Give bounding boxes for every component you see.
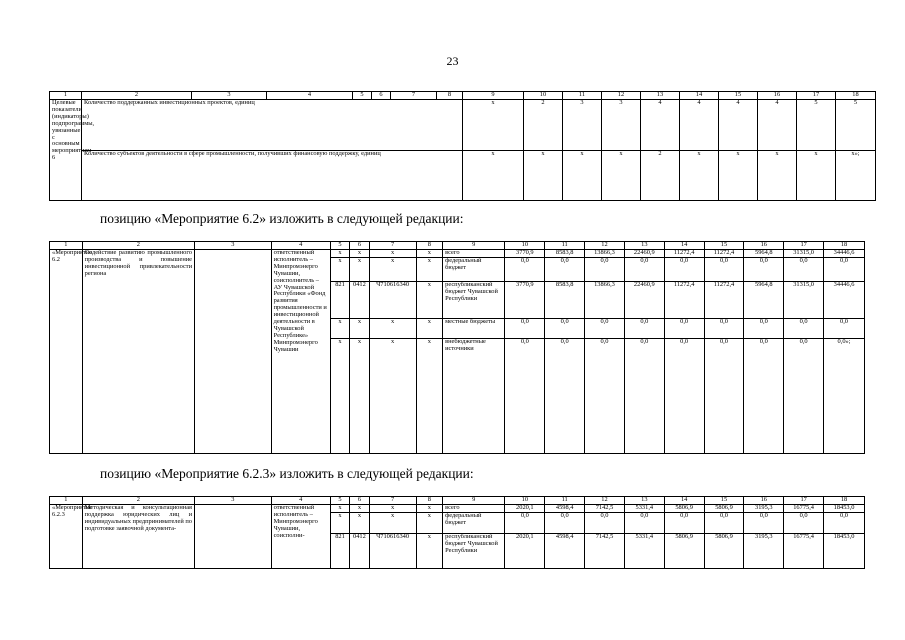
table-row — [50, 100, 876, 151]
value-cell: 11272,4 — [664, 281, 704, 318]
value-cell: 5806,9 — [664, 505, 704, 513]
column-number-cell: 14 — [664, 497, 704, 505]
section-heading: позицию «Мероприятие 6.2» изложить в следующей редакции: — [100, 211, 464, 226]
code-cell: x — [330, 512, 349, 533]
value-cell: 7142,5 — [585, 533, 625, 568]
value-cell: 0,0 — [784, 512, 824, 533]
value-cell: 0,0 — [744, 318, 784, 338]
value-cell: 0,0 — [664, 257, 704, 281]
group-label-cell: Целевые показатели (индикаторы) подпрограммы, увязанные с основным мероприятием 6 — [50, 100, 82, 201]
code-cell: Ч710616340 — [369, 281, 416, 318]
value-cell: 0,0 — [585, 338, 625, 453]
column-number-cell: 11 — [545, 242, 585, 250]
code-cell: x — [416, 250, 443, 258]
column-number-cell: 3 — [195, 242, 272, 250]
code-cell: x — [416, 533, 443, 568]
funding-source-cell: федеральный бюджет — [443, 257, 505, 281]
value-cell: 0,0 — [784, 338, 824, 453]
empty-cell — [195, 250, 272, 454]
code-cell: 821 — [330, 533, 349, 568]
value-cell: x — [680, 150, 719, 201]
value-cell: 34446,6 — [824, 281, 865, 318]
value-cell: 5964,8 — [744, 250, 784, 258]
code-cell: x — [350, 318, 369, 338]
code-cell: 0412 — [350, 281, 369, 318]
code-cell: x — [350, 512, 369, 533]
value-cell: 13866,3 — [585, 281, 625, 318]
value-cell: 0,0 — [505, 318, 545, 338]
column-number-cell: 17 — [784, 497, 824, 505]
value-cell: 0,0 — [704, 338, 744, 453]
measure-name-cell: Методическая и консультационная поддержка юридических лиц и индивидуальных предпринимателей по подготовке заявочной документа- — [82, 505, 194, 569]
code-cell: 0412 — [350, 533, 369, 568]
code-cell: x — [330, 338, 349, 453]
value-cell: 3195,3 — [744, 505, 784, 513]
measure-6-2-table — [49, 241, 865, 454]
executors-cell: ответственный исполнитель – Минпромэнерго Чувашии, соисполни- — [271, 505, 330, 569]
value-cell: 0,0 — [744, 338, 784, 453]
column-number-cell: 13 — [624, 497, 664, 505]
value-cell: 34446,6 — [824, 250, 865, 258]
value-cell: 22460,9 — [624, 281, 664, 318]
column-number-cell: 11 — [545, 497, 585, 505]
value-cell: x — [463, 150, 524, 201]
funding-source-cell: федеральный бюджет — [443, 512, 505, 533]
value-cell: 0,0 — [744, 257, 784, 281]
value-cell: 0,0 — [585, 318, 625, 338]
code-cell: x — [416, 338, 443, 453]
value-cell: 8583,8 — [545, 250, 585, 258]
column-number-cell: 13 — [641, 92, 680, 100]
column-number-cell: 2 — [82, 497, 194, 505]
value-cell: 5806,9 — [664, 533, 704, 568]
value-cell: 0,0 — [624, 512, 664, 533]
code-cell: x — [330, 257, 349, 281]
code-cell: x — [369, 257, 416, 281]
code-cell: x — [350, 257, 369, 281]
value-cell: 22460,9 — [624, 250, 664, 258]
column-number-cell: 4 — [271, 497, 330, 505]
indicator-name-cell: Количество поддержанных инвестиционных проектов, единиц — [82, 100, 463, 151]
column-number-cell: 7 — [369, 497, 416, 505]
code-cell: x — [416, 281, 443, 318]
value-cell: 11272,4 — [704, 281, 744, 318]
column-number-cell: 5 — [330, 497, 349, 505]
column-number-cell: 12 — [602, 92, 641, 100]
column-number-cell: 15 — [704, 242, 744, 250]
value-cell: 0,0 — [585, 512, 625, 533]
value-cell: 0,0 — [744, 512, 784, 533]
section-heading: позицию «Мероприятие 6.2.3» изложить в следующей редакции: — [100, 466, 474, 481]
code-cell: x — [369, 338, 416, 453]
value-cell: 0,0 — [824, 318, 865, 338]
value-cell: 7142,5 — [585, 505, 625, 513]
value-cell: 3 — [563, 100, 602, 151]
value-cell: 0,0 — [784, 257, 824, 281]
value-cell: 3770,9 — [505, 281, 545, 318]
column-number-cell: 17 — [784, 242, 824, 250]
indicator-name-cell: Количество субъектов деятельности в сфере промышленности, получивших финансовую поддержку, единиц — [82, 150, 463, 201]
code-cell: x — [416, 505, 443, 513]
value-cell: 0,0 — [545, 257, 585, 281]
value-cell: 0,0 — [664, 318, 704, 338]
value-cell: 4 — [680, 100, 719, 151]
value-cell: 5806,9 — [704, 505, 744, 513]
column-number-cell: 1 — [50, 497, 83, 505]
column-number-cell: 9 — [443, 242, 505, 250]
column-number-cell: 18 — [836, 92, 876, 100]
value-cell: 0,0 — [784, 318, 824, 338]
value-cell: 0,0 — [704, 318, 744, 338]
value-cell: 3 — [602, 100, 641, 151]
empty-cell — [195, 505, 272, 569]
value-cell: 31315,0 — [784, 281, 824, 318]
value-cell: 0,0 — [624, 338, 664, 453]
value-cell: 2020,1 — [505, 505, 545, 513]
code-cell: x — [330, 318, 349, 338]
value-cell: x — [602, 150, 641, 201]
value-cell: 5331,4 — [624, 533, 664, 568]
column-number-cell: 18 — [824, 497, 865, 505]
value-cell: x»; — [836, 150, 876, 201]
column-number-cell: 14 — [664, 242, 704, 250]
value-cell: 5806,9 — [704, 533, 744, 568]
code-cell: x — [369, 505, 416, 513]
column-number-cell: 12 — [585, 242, 625, 250]
value-cell: 16775,4 — [784, 505, 824, 513]
funding-source-cell: внебюджетные источники — [443, 338, 505, 453]
executors-cell: ответственный исполнитель – Минпромэнерго Чувашии, соисполнитель – АУ Чувашской Республики «Фонд развития промышленности и инвестиционной деятельности в Чувашской Республике» Минпромэнерго Чувашии — [271, 250, 330, 454]
value-cell: 18453,0 — [824, 533, 865, 568]
code-cell: x — [369, 512, 416, 533]
measure-label-cell: «Мероприятие 6.2.3 — [50, 505, 83, 569]
value-cell: 3770,9 — [505, 250, 545, 258]
value-cell: 0,0 — [585, 257, 625, 281]
value-cell: 3195,3 — [744, 533, 784, 568]
value-cell: 0,0 — [664, 512, 704, 533]
column-number-cell: 4 — [271, 242, 330, 250]
column-number-cell: 10 — [505, 497, 545, 505]
value-cell: 0,0 — [545, 512, 585, 533]
funding-source-cell: республиканский бюджет Чувашской Республики — [443, 533, 505, 568]
value-cell: 18453,0 — [824, 505, 865, 513]
value-cell: 0,0 — [664, 338, 704, 453]
column-number-cell: 10 — [524, 92, 563, 100]
column-number-cell: 5 — [330, 242, 349, 250]
column-number-cell: 2 — [82, 92, 192, 100]
code-cell: x — [416, 318, 443, 338]
value-cell: 5331,4 — [624, 505, 664, 513]
column-number-cell: 12 — [585, 497, 625, 505]
column-number-cell: 8 — [416, 497, 443, 505]
value-cell: 4 — [641, 100, 680, 151]
measure-label-cell: «Мероприятие 6.2 — [50, 250, 83, 454]
column-number-cell: 3 — [195, 497, 272, 505]
funding-source-cell: всего — [443, 250, 505, 258]
column-number-cell: 16 — [758, 92, 797, 100]
column-number-cell: 15 — [704, 497, 744, 505]
column-number-cell: 9 — [463, 92, 524, 100]
column-number-cell: 10 — [505, 242, 545, 250]
code-cell: 821 — [330, 281, 349, 318]
code-cell: x — [369, 318, 416, 338]
value-cell: 4598,4 — [545, 505, 585, 513]
table-row — [50, 150, 876, 201]
column-number-cell: 16 — [744, 497, 784, 505]
value-cell: 0,0 — [704, 257, 744, 281]
code-cell: x — [330, 505, 349, 513]
value-cell: 5964,8 — [744, 281, 784, 318]
value-cell: 0,0 — [824, 257, 865, 281]
column-number-cell: 1 — [50, 92, 82, 100]
value-cell: 0,0 — [704, 512, 744, 533]
column-number-cell: 1 — [50, 242, 83, 250]
value-cell: 0,0 — [545, 338, 585, 453]
funding-source-cell: всего — [443, 505, 505, 513]
column-number-cell: 18 — [824, 242, 865, 250]
value-cell: 5 — [797, 100, 836, 151]
value-cell: 2 — [524, 100, 563, 151]
value-cell: 2020,1 — [505, 533, 545, 568]
code-cell: x — [416, 512, 443, 533]
code-cell: x — [350, 250, 369, 258]
page-number: 23 — [446, 54, 459, 68]
funding-source-cell: местные бюджеты — [443, 318, 505, 338]
value-cell: 4 — [719, 100, 758, 151]
value-cell: 4598,4 — [545, 533, 585, 568]
value-cell: x — [719, 150, 758, 201]
column-number-cell: 7 — [391, 92, 437, 100]
column-number-cell: 6 — [350, 242, 369, 250]
column-number-cell: 2 — [82, 242, 194, 250]
value-cell: x — [758, 150, 797, 201]
value-cell: 0,0 — [824, 512, 865, 533]
funding-source-cell: республиканский бюджет Чувашской Республики — [443, 281, 505, 318]
target-indicators-table — [49, 91, 876, 201]
value-cell: 0,0 — [624, 318, 664, 338]
column-number-cell: 16 — [744, 242, 784, 250]
value-cell: 0,0 — [505, 257, 545, 281]
column-number-cell: 8 — [416, 242, 443, 250]
column-number-cell: 11 — [563, 92, 602, 100]
value-cell: 0,0 — [624, 257, 664, 281]
value-cell: 5 — [836, 100, 876, 151]
column-number-cell: 8 — [437, 92, 463, 100]
measure-name-cell: Содействие развитию промышленного производства и повышение инвестиционной привлекательности региона — [82, 250, 194, 454]
column-number-cell: 17 — [797, 92, 836, 100]
column-number-cell: 13 — [624, 242, 664, 250]
value-cell: x — [797, 150, 836, 201]
value-cell: 8583,8 — [545, 281, 585, 318]
code-cell: x — [330, 250, 349, 258]
column-number-cell: 7 — [369, 242, 416, 250]
value-cell: 0,0»; — [824, 338, 865, 453]
value-cell: 16775,4 — [784, 533, 824, 568]
code-cell: Ч710616340 — [369, 533, 416, 568]
code-cell: x — [350, 505, 369, 513]
column-number-cell: 14 — [680, 92, 719, 100]
value-cell: 0,0 — [545, 318, 585, 338]
code-cell: x — [350, 338, 369, 453]
value-cell: x — [463, 100, 524, 151]
column-number-cell: 4 — [267, 92, 353, 100]
value-cell: 13866,3 — [585, 250, 625, 258]
value-cell: x — [524, 150, 563, 201]
column-number-cell: 9 — [443, 497, 505, 505]
value-cell: 11272,4 — [664, 250, 704, 258]
code-cell: x — [369, 250, 416, 258]
value-cell: 11272,4 — [704, 250, 744, 258]
value-cell: 4 — [758, 100, 797, 151]
column-number-cell: 5 — [353, 92, 372, 100]
code-cell: x — [416, 257, 443, 281]
value-cell: 2 — [641, 150, 680, 201]
value-cell: 31315,0 — [784, 250, 824, 258]
column-number-cell: 6 — [372, 92, 391, 100]
value-cell: 0,0 — [505, 338, 545, 453]
column-number-cell: 3 — [192, 92, 267, 100]
column-number-cell: 15 — [719, 92, 758, 100]
measure-6-2-3-table — [49, 496, 865, 569]
column-number-cell: 6 — [350, 497, 369, 505]
value-cell: x — [563, 150, 602, 201]
value-cell: 0,0 — [505, 512, 545, 533]
